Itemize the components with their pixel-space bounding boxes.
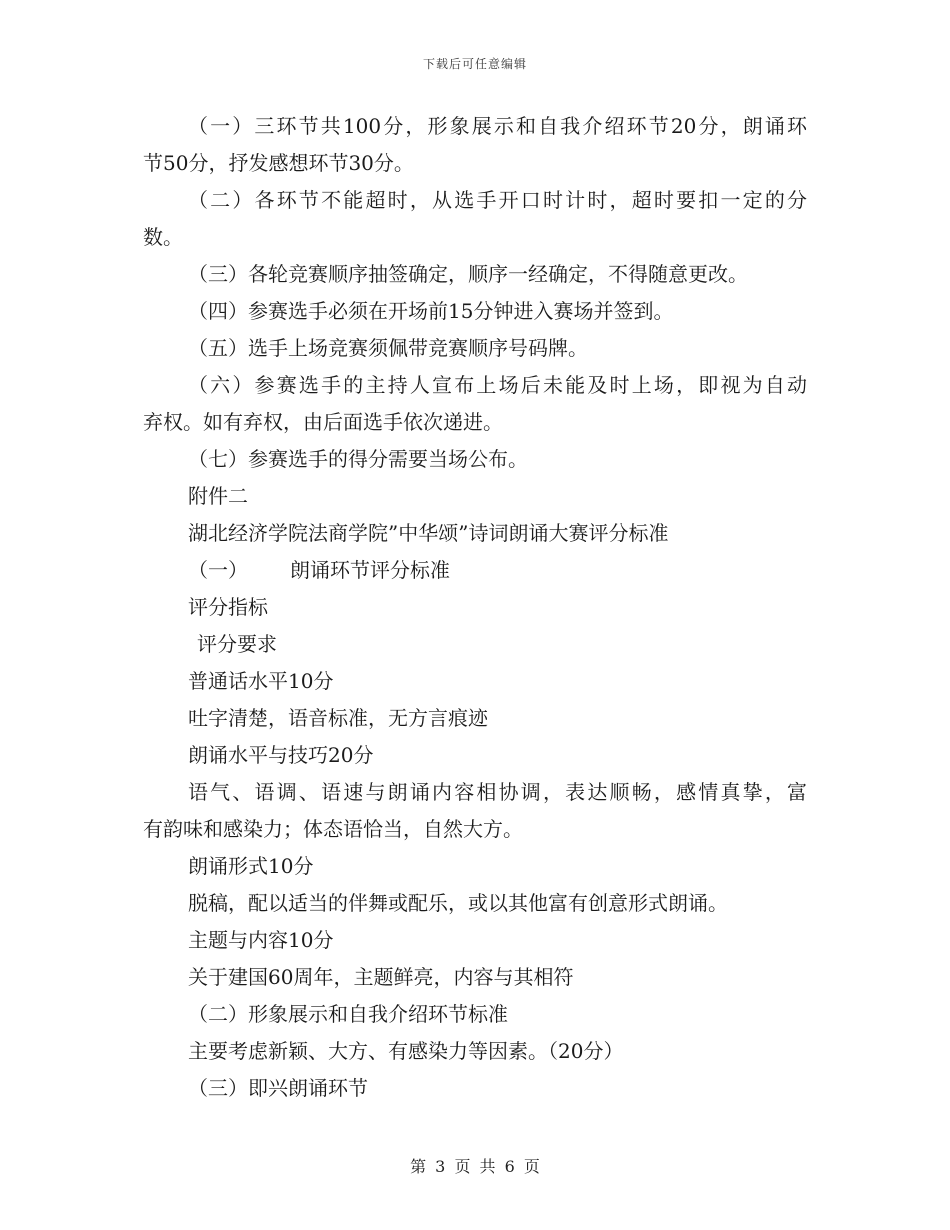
criteria-text: 有韵味和感染力；体态语恰当，自然大方。 (143, 817, 523, 841)
criteria-label: 评分要求 (197, 632, 277, 656)
paragraph-line: 弃权。如有弃权，由后面选手依次递进。 (143, 410, 503, 434)
paragraph-line: （二）各环节不能超时，从选手开口时计时，超时要扣一定的分 (188, 188, 807, 212)
section-heading: （三）即兴朗诵环节 (188, 1076, 368, 1100)
criteria-text: 吐字清楚，语音标准，无方言痕迹 (188, 706, 488, 730)
criteria-label: 评分指标 (188, 595, 268, 619)
paragraph-line: 数。 (143, 225, 183, 249)
paragraph-line: （三）各轮竞赛顺序抽签确定，顺序一经确定，不得随意更改。 (188, 262, 748, 286)
appendix-title: 附件二 (188, 484, 248, 508)
appendix-heading: 湖北经济学院法商学院”中华颂”诗词朗诵大赛评分标准 (188, 521, 669, 545)
criteria-text: 语气、语调、语速与朗诵内容相协调，表达顺畅，感情真挚，富 (188, 780, 807, 804)
document-body (143, 108, 807, 1107)
criteria-item: 朗诵形式10分 (188, 854, 314, 878)
section-heading: （二）形象展示和自我介绍环节标准 (188, 1002, 508, 1026)
paragraph-line: （六）参赛选手的主持人宣布上场后未能及时上场，即视为自动 (188, 373, 807, 397)
page-footer: 第 3 页 共 6 页 (410, 1157, 540, 1176)
section-heading (143, 552, 807, 589)
page-header: 下载后可任意编辑 (422, 57, 527, 71)
criteria-item: 朗诵水平与技巧20分 (188, 743, 374, 767)
criteria-item: 主题与内容10分 (188, 928, 334, 952)
paragraph-line: （四）参赛选手必须在开场前15分钟进入赛场并签到。 (188, 299, 674, 323)
criteria-text: 脱稿，配以适当的伴舞或配乐，或以其他富有创意形式朗诵。 (188, 891, 728, 915)
paragraph-line: （一）三环节共100分，形象展示和自我介绍环节20分，朗诵环 (188, 114, 807, 138)
paragraph-line: 主要考虑新颖、大方、有感染力等因素。（20分） (188, 1039, 624, 1063)
criteria-text: 关于建国60周年，主题鲜亮，内容与其相符 (188, 965, 574, 989)
paragraph-line: 节50分，抒发感想环节30分。 (143, 151, 414, 175)
paragraph-line: （七）参赛选手的得分需要当场公布。 (188, 447, 528, 471)
section-number: （一） (188, 558, 248, 582)
criteria-item: 普通话水平10分 (188, 669, 334, 693)
paragraph-line: （五）选手上场竞赛须佩带竞赛顺序号码牌。 (188, 336, 588, 360)
section-title: 朗诵环节评分标准 (290, 558, 450, 582)
